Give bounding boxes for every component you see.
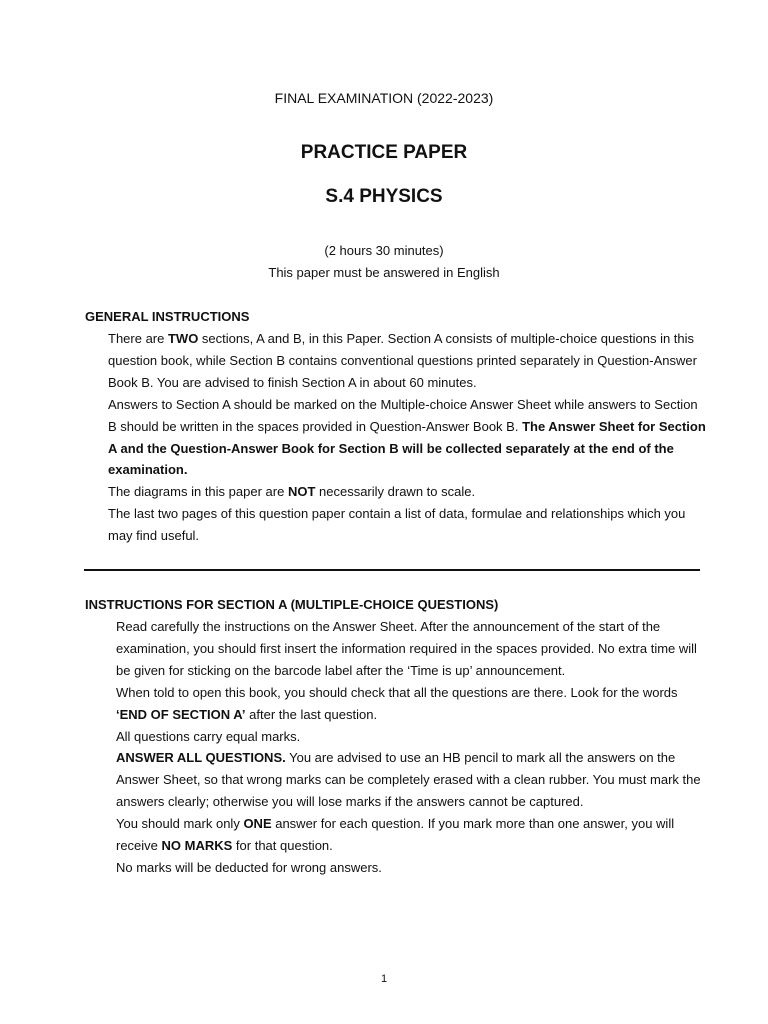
general-instruction-1 <box>108 328 708 394</box>
general-instruction-3 <box>108 481 708 503</box>
emphasis-text: ONE <box>243 816 272 832</box>
text-run: Answers to Section A should be marked on the Multiple-choice Answer Sheet while answers to Section B should be written in the spaces provided in Question-Answer Book B. <box>108 396 698 434</box>
text-run: The diagrams in this paper are <box>108 484 288 500</box>
emphasis-text: ‘END OF SECTION A’ <box>116 706 246 722</box>
section-a-instruction-4 <box>116 747 706 813</box>
text-run: answer for each question. If you mark more than one answer, you will receive <box>116 816 675 854</box>
text-run: When told to open this book, you should check that all the questions are there. Look for the words <box>116 684 678 700</box>
section-a-instructions-body <box>116 616 706 879</box>
section-a-instruction-2 <box>116 682 706 726</box>
page-number: 1 <box>380 973 388 985</box>
section-a-instruction-1: Read carefully the instructions on the Answer Sheet. After the announcement of the start of the examination, you should first insert the information required in the spaces provided. No extra time will be given for sticking on the barcode label after the ‘Time is up’ announcement. <box>116 619 697 678</box>
emphasis-text: NOT <box>287 484 316 500</box>
text-run: sections, A and B, in this Paper. Section A consists of multiple-choice questions in this question book, while Section B contains conventional questions printed separately in Question-Answer Book B. You are advised to finish Section A in about 60 minutes. <box>108 331 697 390</box>
section-a-heading: INSTRUCTIONS FOR SECTION A (MULTIPLE-CHOICE QUESTIONS) <box>85 597 499 612</box>
emphasis-text: The Answer Sheet for Section A and the Question-Answer Book for Section B will be collected separately at the end of the examination. <box>108 418 706 478</box>
section-a-instruction-5 <box>116 813 706 857</box>
emphasis-text: TWO <box>167 331 199 346</box>
duration-text: (2 hours 30 minutes) <box>324 243 444 258</box>
emphasis-text: NO MARKS <box>161 838 233 854</box>
text-run: for that question. <box>232 838 333 854</box>
general-instructions-heading: GENERAL INSTRUCTIONS <box>85 309 250 324</box>
paper-title: PRACTICE PAPER <box>300 142 468 163</box>
text-run: necessarily drawn to scale. <box>315 484 476 500</box>
exam-title: FINAL EXAMINATION (2022-2023) <box>274 90 494 106</box>
section-a-instruction-3: All questions carry equal marks. <box>116 728 301 744</box>
text-run: There are <box>108 331 168 346</box>
text-run: after the last question. <box>245 706 378 722</box>
subject-title: S.4 PHYSICS <box>325 186 443 207</box>
text-run: You should mark only <box>116 816 244 832</box>
general-instructions-body <box>108 328 708 547</box>
text-run: You are advised to use an HB pencil to mark all the answers on the Answer Sheet, so that wrong marks can be completely erased with a clean rubber. You must mark the answers clearly; otherwise you will lose marks if the answers cannot be captured. <box>116 750 701 810</box>
emphasis-text: ANSWER ALL QUESTIONS. <box>116 750 286 766</box>
general-instruction-2 <box>108 394 708 482</box>
section-divider <box>84 569 700 571</box>
section-a-instruction-6: No marks will be deducted for wrong answers. <box>116 859 382 875</box>
language-note: This paper must be answered in English <box>268 265 500 280</box>
general-instruction-4: The last two pages of this question paper contain a list of data, formulae and relationships which you may find useful. <box>108 506 686 544</box>
